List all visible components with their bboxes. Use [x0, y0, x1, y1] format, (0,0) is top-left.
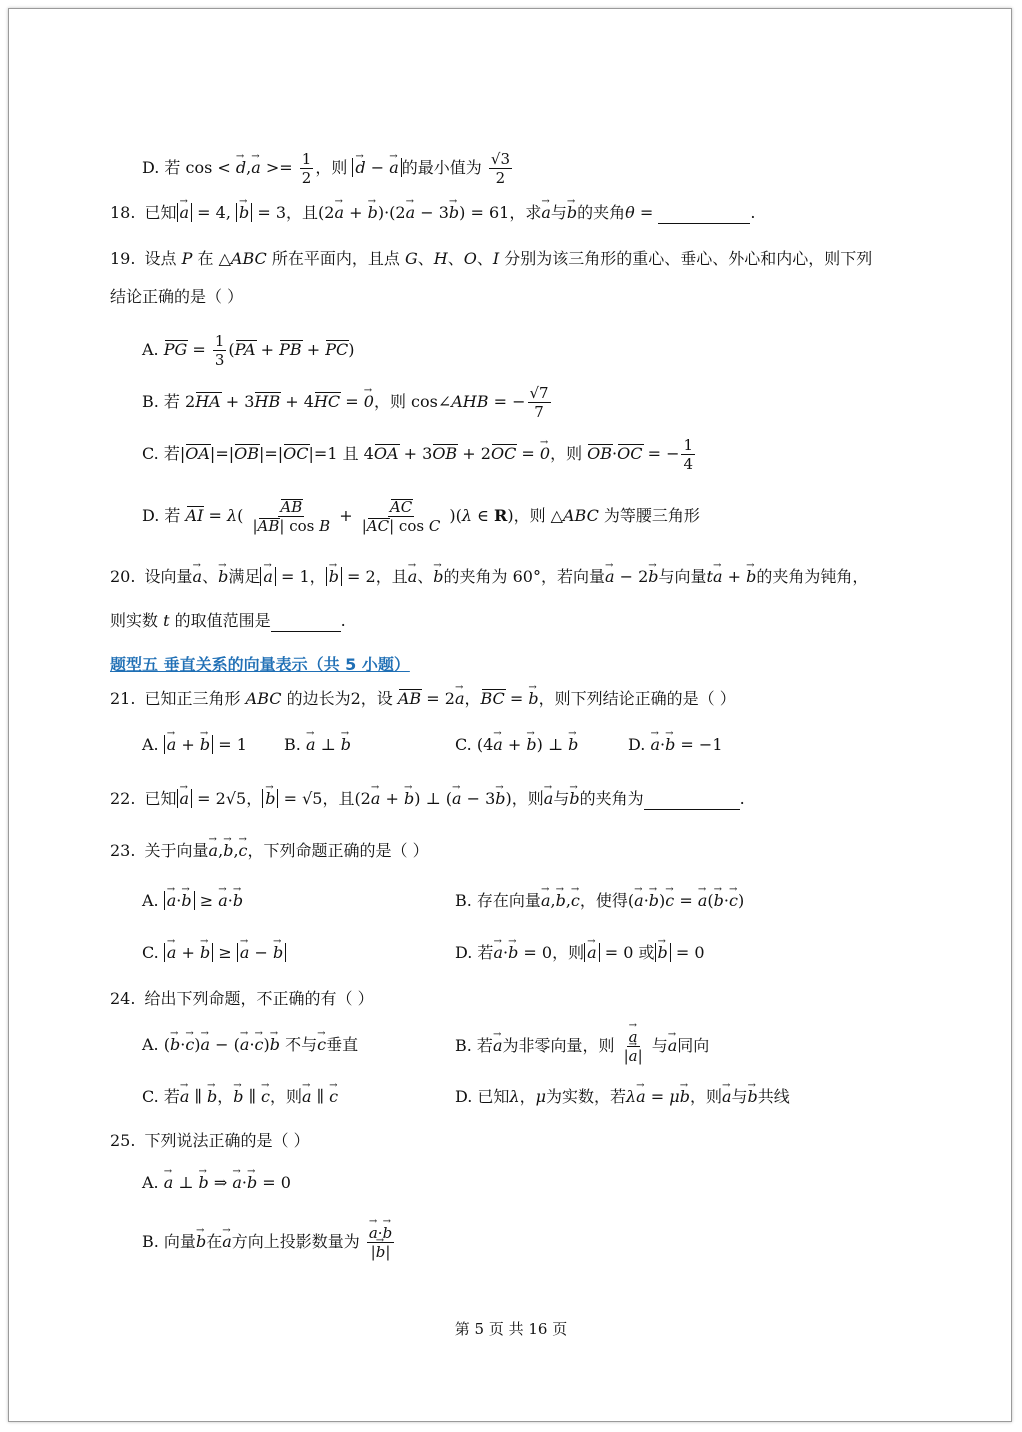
q23-option-b[interactable]: B. 存在向量→ a,→ b,→ c，使得(→ a·→ b)→ c = → a(→ b·→ c): [455, 890, 744, 912]
q24-option-a[interactable]: A. (→ b·→ c)→ a − (→ a·→ c)→ b 不与→ c垂直: [142, 1034, 358, 1056]
q21-option-d[interactable]: D. → a·→ b = −1: [628, 734, 723, 756]
page-number: 第 5 页 共 16 页: [454, 1320, 568, 1338]
q19-option-d[interactable]: D. 若 AI = λ( $\frac{AB}{\text{|AB| cos B}}$ + $\frac{AC}{\text{|AC| cos C}}$ )(λ ∈ R)，则 △ABC 为等腰三角形: [142, 498, 700, 535]
question-24: 24. 给出下列命题，不正确的有（ ）: [110, 989, 374, 1008]
question-19-cont: 结论正确的是（ ）: [110, 287, 244, 306]
q19-option-b[interactable]: B. 若 2HA + 3HB + 4HC = → 0，则 cos∠AHB = − $\frac{√7}{7}$: [142, 384, 553, 421]
question-18: 18. 已知→ a = 4, → b = 3，且(2→ a + → b)·(2→ a − 3→ b) = 61，求→ a与→ b的夹角θ = .: [110, 202, 755, 224]
q19-option-c[interactable]: C. 若|OA|=|OB|=|OC|=1 且 4OA + 3OB + 2OC = → 0，则 OB·OC = − $\frac{1}{4}$: [142, 436, 697, 473]
q23-option-c[interactable]: C. → a + → b ≥ → a − → b: [142, 942, 286, 964]
question-21: 21. 已知正三角形 ABC 的边长为2，设 AB = 2→ a，BC = → b，则下列结论正确的是（ ）: [110, 688, 736, 710]
q21-option-a[interactable]: A. → a + → b = 1: [142, 734, 247, 756]
question-20-cont: 则实数 t 的取值范围是 .: [110, 611, 346, 630]
question-19: 19. 设点 P 在 △ABC 所在平面内，且点 G、H、O、I 分别为该三角形的重心、垂心、外心和内心，则下列: [110, 249, 873, 268]
q25-option-b[interactable]: B. 向量→ b在→ a方向上投影数量为 → $\frac{a\cdot\to b}{|\to b|}$: [142, 1224, 396, 1261]
q23-option-a[interactable]: A. → a·→ b ≥ → a·→ b: [142, 890, 243, 912]
question-23: 23. 关于向量→ a,→ b,→ c，下列命题正确的是（ ）: [110, 840, 429, 862]
question-20: 20. 设向量→ a、→ b满足→ a = 1，→ b = 2，且→ a、→ b的夹角为 60°，若向量→ a − 2→ b与向量t→ a + → b的夹角为钝角，: [110, 566, 868, 588]
answer-blank[interactable]: [644, 791, 740, 810]
q23-option-d[interactable]: D. 若→ a·→ b = 0，则→ a = 0 或→ b = 0: [455, 942, 705, 964]
q25-option-a[interactable]: A. → a ⊥ → b ⇒ → a·→ b = 0: [142, 1172, 291, 1194]
answer-blank[interactable]: [271, 613, 341, 632]
answer-blank[interactable]: [658, 205, 750, 224]
question-22: 22. 已知→ a = 2√5，→ b = √5，且(2→ a + → b) ⊥ (→ a − 3→ b)，则→ a与→ b的夹角为 .: [110, 788, 745, 810]
q24-option-c[interactable]: C. 若→ a ∥ → b，→ b ∥ → c，则→ a ∥ → c: [142, 1086, 338, 1108]
q19-option-a[interactable]: A. PG = $\frac{1}{3}$ (PA + PB + PC): [142, 332, 355, 369]
q17-option-d: D. 若 cos < → d,→ a >= $\frac{1}{2}$ ，则 → d − → a 的最小值为 $\frac{√3}{2}$: [142, 150, 514, 187]
question-25: 25. 下列说法正确的是（ ）: [110, 1131, 310, 1150]
q21-option-b[interactable]: B. → a ⊥ → b: [284, 734, 351, 756]
q24-option-b[interactable]: B. 若→ a为非零向量，则 → $\frac{a}{|\to a|}$ 与→ a同向: [455, 1028, 709, 1065]
q24-option-d[interactable]: D. 已知λ，μ为实数，若λ→ a = μ→ b，则→ a与→ b共线: [455, 1086, 790, 1108]
q21-option-c[interactable]: C. (4→ a + → b) ⊥ → b: [455, 734, 578, 756]
section-heading: 题型五 垂直关系的向量表示（共 5 小题）: [110, 655, 410, 674]
